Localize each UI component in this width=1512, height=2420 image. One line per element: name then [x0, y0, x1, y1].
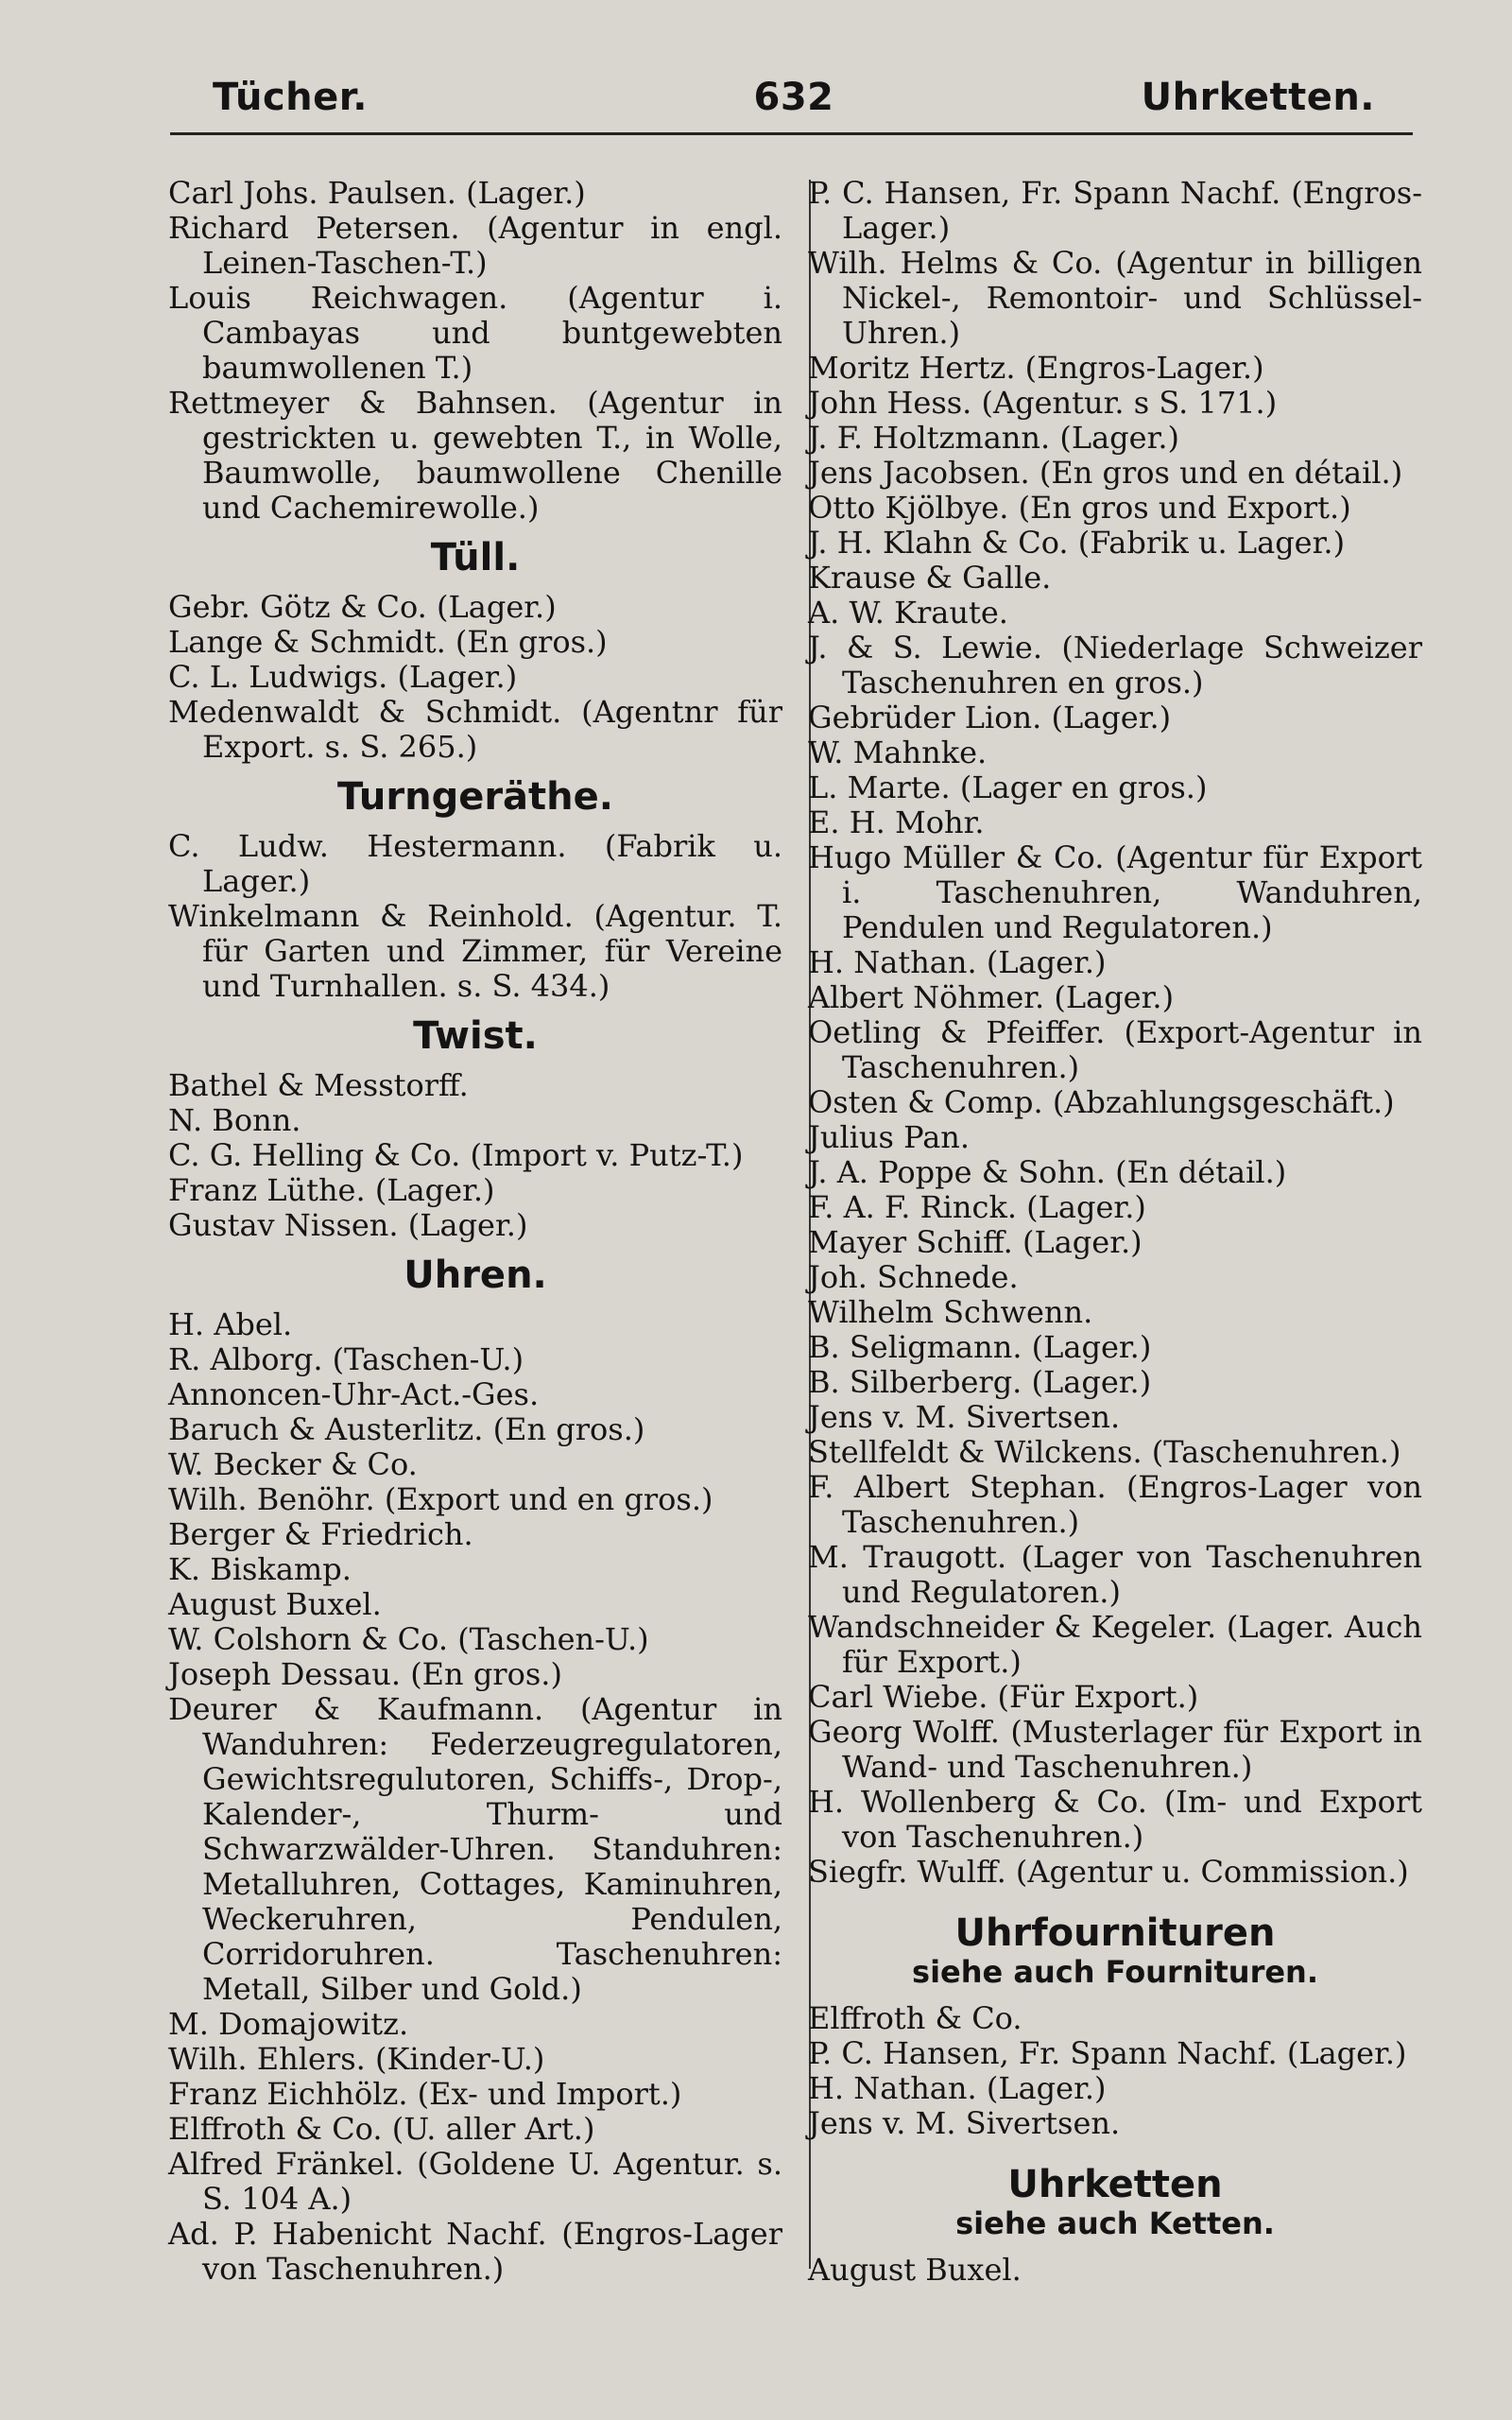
section-title-uhren: Uhren. [404, 1253, 547, 1297]
directory-entry: Joseph Dessau. (En gros.) [168, 1656, 562, 1692]
directory-entry: August Buxel. [168, 1586, 382, 1622]
section-subtitle-uhrfournituren: siehe auch Fournituren. [912, 1954, 1318, 1990]
directory-entry: F. A. F. Rinck. (Lager.) [808, 1189, 1146, 1225]
page-number: 632 [753, 76, 834, 119]
directory-entry: C. Ludw. Hestermann. (Fabrik u. Lager.) [168, 828, 782, 899]
directory-entry: Wilhelm Schwenn. [808, 1294, 1093, 1330]
directory-entry: Rettmeyer & Bahnsen. (Agentur in gestrickten u. gewebten T., in Wolle, Baumwolle, baumwollene Chenille und Cachemirewolle.) [168, 385, 782, 526]
directory-entry: Joh. Schnede. [808, 1259, 1019, 1295]
directory-entry: Wandschneider & Kegeler. (Lager. Auch für Export.) [808, 1609, 1422, 1680]
directory-entry: Baruch & Austerlitz. (En gros.) [168, 1411, 645, 1447]
directory-entry: Jens v. M. Sivertsen. [808, 1399, 1121, 1435]
directory-entry: Elffroth & Co. (U. aller Art.) [168, 2111, 595, 2147]
twist-entries [168, 1068, 782, 1243]
directory-entry: F. Albert Stephan. (Engros-Lager von Taschenuhren.) [808, 1469, 1422, 1540]
tuecher-entries [168, 176, 782, 526]
section-subtitle-uhrketten: siehe auch Ketten. [955, 2205, 1275, 2241]
directory-entry: Gebr. Götz & Co. (Lager.) [168, 589, 557, 625]
directory-entry: N. Bonn. [168, 1102, 301, 1138]
directory-entry: Elffroth & Co. [808, 2000, 1022, 2036]
directory-entry: H. Abel. [168, 1306, 293, 1342]
directory-entry: H. Nathan. (Lager.) [808, 2070, 1107, 2106]
directory-entry: Krause & Galle. [808, 560, 1052, 596]
directory-entry: Wilh. Ehlers. (Kinder-U.) [168, 2041, 545, 2077]
directory-entry: Medenwaldt & Schmidt. (Agentnr für Export. s. S. 265.) [168, 694, 782, 765]
directory-entry: Siegfr. Wulff. (Agentur u. Commission.) [808, 1854, 1409, 1890]
page-header [213, 76, 1375, 132]
directory-entry: Moritz Hertz. (Engros-Lager.) [808, 350, 1264, 386]
section-title-twist: Twist. [413, 1014, 538, 1058]
directory-entry: Alfred Fränkel. (Goldene U. Agentur. s. S. 104 A.) [168, 2146, 782, 2217]
directory-entry: M. Domajowitz. [168, 2006, 409, 2042]
directory-entry: Carl Johs. Paulsen. (Lager.) [168, 175, 586, 211]
directory-entry: August Buxel. [808, 2252, 1022, 2288]
directory-entry: Deurer & Kaufmann. (Agentur in Wanduhren: Federzeugregulatoren, Gewichtsregulutoren, Schiffs-, Drop-, Kalender-, Thurm- und Schwarzwälder-Uhren. Standuhren: Metalluhren, Cottages, Kaminuhren, Weckeruhren, Pendulen, Corridoruhren. Taschenuhren: Metall, Silber und Gold.) [168, 1691, 782, 2007]
directory-entry: Carl Wiebe. (Für Export.) [808, 1679, 1199, 1715]
uhrfournituren-entries [808, 2001, 1422, 2141]
header-left-keyword: Tücher. [213, 76, 368, 119]
directory-entry: J. F. Holtzmann. (Lager.) [808, 420, 1180, 456]
directory-entry: Jens Jacobsen. (En gros und en détail.) [808, 455, 1403, 491]
header-rule [170, 132, 1413, 135]
right-column [808, 176, 1422, 2288]
directory-entry: J. H. Klahn & Co. (Fabrik u. Lager.) [808, 525, 1346, 561]
section-title-turngeraethe: Turngeräthe. [337, 775, 613, 819]
directory-entry: Ad. P. Habenicht Nachf. (Engros-Lager von Taschenuhren.) [168, 2216, 782, 2287]
directory-entry: J. & S. Lewie. (Niederlage Schweizer Taschenuhren en gros.) [808, 630, 1422, 700]
directory-entry: John Hess. (Agentur. s S. 171.) [808, 385, 1278, 421]
directory-entry: Gebrüder Lion. (Lager.) [808, 700, 1172, 735]
directory-entry: J. A. Poppe & Sohn. (En détail.) [808, 1154, 1287, 1190]
uhren-entries [168, 1307, 782, 2287]
directory-entry: Richard Petersen. (Agentur in engl. Leinen-Taschen-T.) [168, 210, 782, 281]
directory-entry: B. Seligmann. (Lager.) [808, 1329, 1152, 1365]
directory-entry: Wilh. Benöhr. (Export und en gros.) [168, 1481, 713, 1517]
uhren-continued-entries [808, 176, 1422, 1890]
directory-entry: W. Colshorn & Co. (Taschen-U.) [168, 1621, 649, 1657]
directory-entry: Jens v. M. Sivertsen. [808, 2105, 1121, 2141]
directory-entry: A. W. Kraute. [808, 595, 1008, 631]
directory-entry: Lange & Schmidt. (En gros.) [168, 624, 608, 660]
directory-entry: Winkelmann & Reinhold. (Agentur. T. für Garten und Zimmer, für Vereine und Turnhallen. s. S. 434.) [168, 898, 782, 1004]
directory-entry: B. Silberberg. (Lager.) [808, 1364, 1152, 1400]
directory-entry: M. Traugott. (Lager von Taschenuhren und Regulatoren.) [808, 1539, 1422, 1610]
directory-entry: R. Alborg. (Taschen-U.) [168, 1341, 524, 1377]
directory-entry: Hugo Müller & Co. (Agentur für Export i. Taschenuhren, Wanduhren, Pendulen und Regulatoren.) [808, 839, 1422, 945]
directory-entry: Albert Nöhmer. (Lager.) [808, 979, 1175, 1015]
section-title-uhrfournituren: Uhrfournituren [954, 1911, 1276, 1955]
directory-entry: Franz Lüthe. (Lager.) [168, 1172, 495, 1208]
directory-entry: Otto Kjölbye. (En gros und Export.) [808, 490, 1351, 526]
section-title-tuell: Tüll. [430, 536, 521, 579]
directory-entry: E. H. Mohr. [808, 804, 985, 840]
directory-entry: H. Nathan. (Lager.) [808, 944, 1107, 980]
directory-entry: Oetling & Pfeiffer. (Export-Agentur in Taschenuhren.) [808, 1014, 1422, 1085]
directory-entry: Julius Pan. [808, 1119, 971, 1155]
directory-entry: W. Mahnke. [808, 735, 988, 770]
turngeraethe-entries [168, 829, 782, 1004]
directory-entry: Franz Eichhölz. (Ex- und Import.) [168, 2076, 682, 2112]
uhrketten-entries [808, 2253, 1422, 2288]
directory-entry: Georg Wolff. (Musterlager für Export in Wand- und Taschenuhren.) [808, 1714, 1422, 1785]
directory-entry: Osten & Comp. (Abzahlungsgeschäft.) [808, 1084, 1395, 1120]
directory-entry: P. C. Hansen, Fr. Spann Nachf. (Engros-Lager.) [808, 175, 1422, 246]
directory-entry: W. Becker & Co. [168, 1446, 418, 1482]
directory-entry: P. C. Hansen, Fr. Spann Nachf. (Lager.) [808, 2035, 1407, 2071]
directory-entry: K. Biskamp. [168, 1551, 352, 1587]
directory-entry: Annoncen-Uhr-Act.-Ges. [168, 1376, 540, 1412]
directory-entry: Mayer Schiff. (Lager.) [808, 1224, 1143, 1260]
directory-entry: L. Marte. (Lager en gros.) [808, 769, 1208, 805]
directory-entry: Gustav Nissen. (Lager.) [168, 1207, 528, 1243]
section-title-uhrketten: Uhrketten [1007, 2163, 1223, 2206]
tuell-entries [168, 590, 782, 765]
directory-entry: C. L. Ludwigs. (Lager.) [168, 659, 518, 695]
left-column [168, 176, 782, 2287]
directory-entry: Wilh. Helms & Co. (Agentur in billigen Nickel-, Remontoir- und Schlüssel-Uhren.) [808, 245, 1422, 351]
directory-entry: C. G. Helling & Co. (Import v. Putz-T.) [168, 1137, 744, 1173]
directory-entry: Bathel & Messtorff. [168, 1067, 469, 1103]
directory-entry: Louis Reichwagen. (Agentur i. Cambayas und buntgewebten baumwollenen T.) [168, 280, 782, 386]
directory-entry: Berger & Friedrich. [168, 1516, 473, 1552]
header-right-keyword: Uhrketten. [1141, 76, 1375, 119]
directory-entry: H. Wollenberg & Co. (Im- und Export von Taschenuhren.) [808, 1784, 1422, 1855]
directory-entry: Stellfeldt & Wilckens. (Taschenuhren.) [808, 1434, 1401, 1470]
